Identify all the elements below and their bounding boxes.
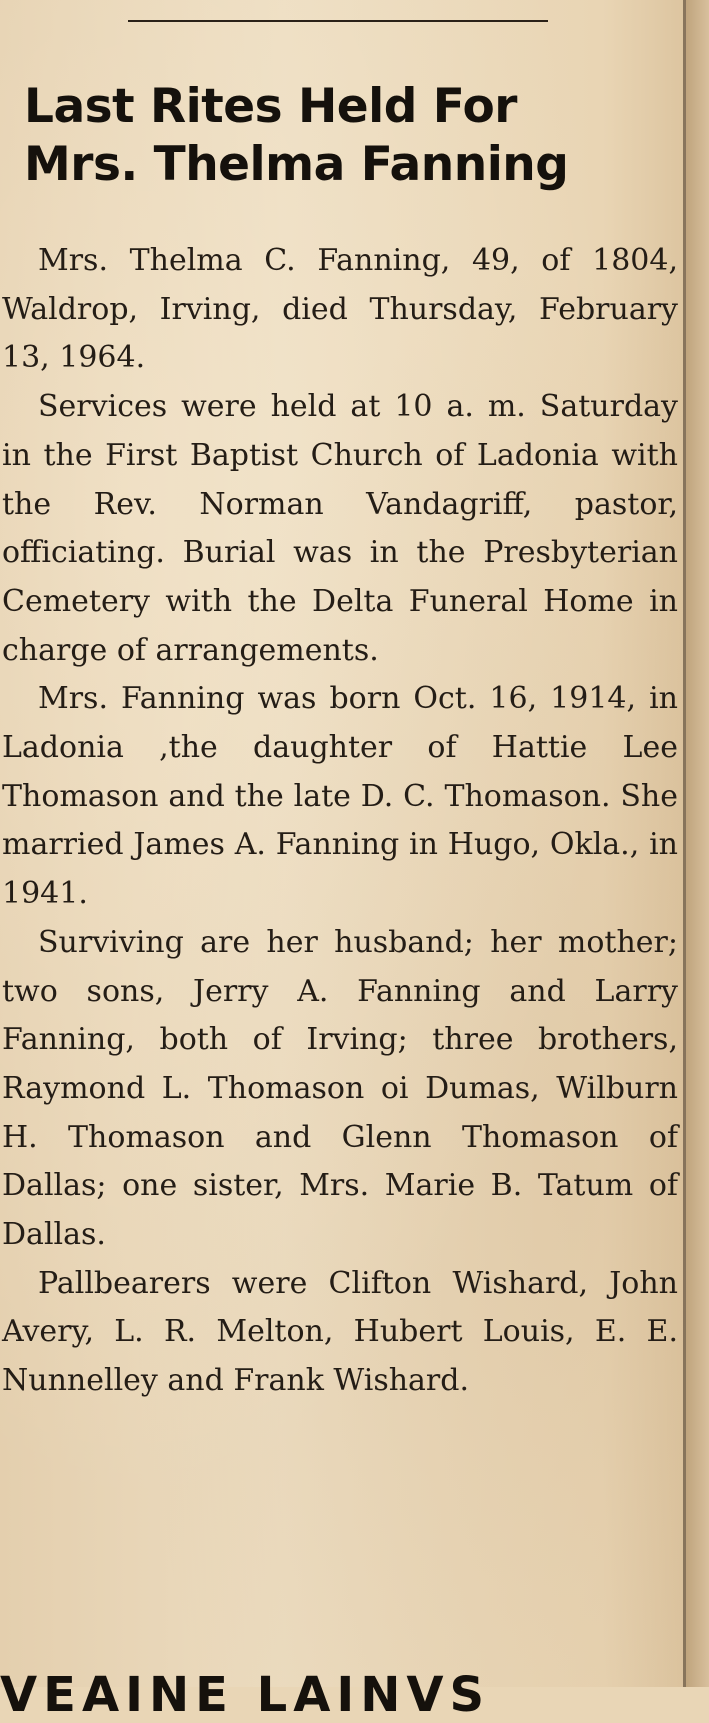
paragraph-death-notice: Mrs. Thelma C. Fanning, 49, of 1804, Waldrop, Irving, died Thursday, February 13, 1964. <box>2 243 678 376</box>
paragraph-survivors: Surviving are her husband; her mother; two sons, Jerry A. Fanning and Larry Fanning, both of Irving; three brothers, Raymond L. Thomason oi Dumas, Wilburn H. Thomason and Glenn Thomason of Dallas; one sister, Mrs. Marie B. Tatum of Dallas. <box>2 924 678 1253</box>
top-rule <box>128 20 548 22</box>
paragraph-biography: Mrs. Fanning was born Oct. 16, 1914, in Ladonia ,the daughter of Hattie Lee Thomason and the late D. C. Thomason. She married James A. Fanning in Hugo, Okla., in 1941. <box>2 681 678 912</box>
paragraph-services: Services were held at 10 a. m. Saturday in the First Baptist Church of Ladonia with the Rev. Norman Vandagriff, pastor, officiating. Burial was in the Presbyterian Cemetery with the Delta Funeral Home in charge of arrangements. <box>2 389 678 668</box>
page-edge <box>686 0 709 1687</box>
headline-line-1: Last Rites Held For <box>24 79 517 134</box>
headline-line-2: Mrs. Thelma Fanning <box>24 137 569 192</box>
headline <box>24 78 664 194</box>
article-body <box>2 237 678 1406</box>
next-headline-fragment: VEAINE LAINVS <box>0 1667 491 1723</box>
paragraph-pallbearers: Pallbearers were Clifton Wishard, John Avery, L. R. Melton, Hubert Louis, E. E. Nunnelley and Frank Wishard. <box>2 1265 678 1399</box>
next-article-headline-cut <box>0 1663 660 1723</box>
